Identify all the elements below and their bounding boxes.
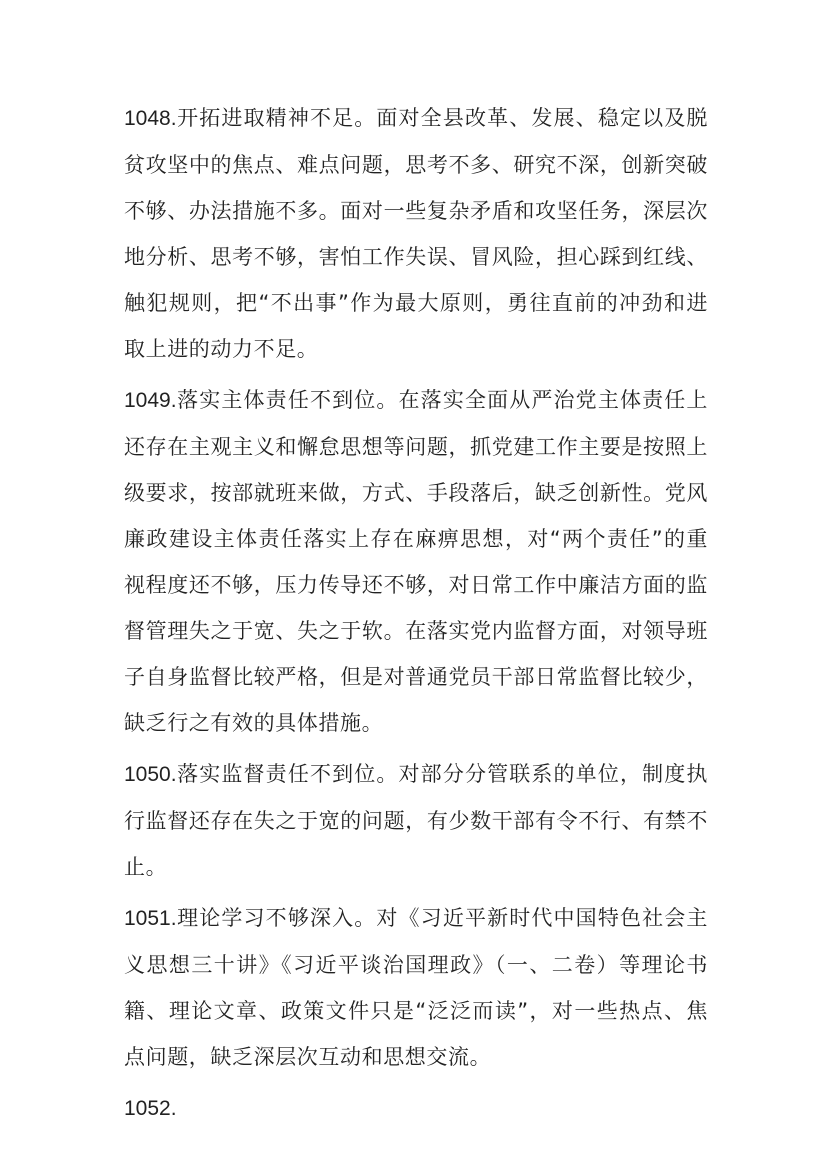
paragraph-1051 bbox=[124, 895, 708, 1080]
paragraph-1048 bbox=[124, 95, 708, 372]
paragraph-1050 bbox=[124, 751, 708, 890]
paragraph-number: 1049. bbox=[124, 389, 177, 412]
paragraph-number: 1048. bbox=[124, 107, 177, 130]
paragraph-1052 bbox=[124, 1085, 708, 1132]
paragraph-text: 开拓进取精神不足。面对全县改革、发展、稳定以及脱贫攻坚中的焦点、难点问题，思考不多、研究不深，创新突破不够、办法措施不多。面对一些复杂矛盾和攻坚任务，深层次地分析、思考不够，害怕工作失误、冒风险，担心踩到红线、触犯规则，把“不出事”作为最大原则，勇往直前的冲劲和进取上进的动力不足。 bbox=[124, 106, 708, 361]
paragraph-number: 1052. bbox=[124, 1097, 177, 1120]
paragraph-text: 落实监督责任不到位。对部分分管联系的单位，制度执行监督还存在失之于宽的问题，有少数干部有令不行、有禁不止。 bbox=[124, 762, 708, 879]
paragraph-number: 1050. bbox=[124, 763, 177, 786]
paragraph-number: 1051. bbox=[124, 907, 177, 930]
paragraph-1049 bbox=[124, 377, 708, 746]
document-body bbox=[124, 95, 708, 1137]
paragraph-text: 落实主体责任不到位。在落实全面从严治党主体责任上还存在主观主义和懈怠思想等问题，抓党建工作主要是按照上级要求，按部就班来做，方式、手段落后，缺乏创新性。党风廉政建设主体责任落实上存在麻痹思想，对“两个责任”的重视程度还不够，压力传导还不够，对日常工作中廉洁方面的监督管理失之于宽、失之于软。在落实党内监督方面，对领导班子自身监督比较严格，但是对普通党员干部日常监督比较少，缺乏行之有效的具体措施。 bbox=[124, 388, 708, 735]
paragraph-text: 理论学习不够深入。对《习近平新时代中国特色社会主义思想三十讲》《习近平谈治国理政》（一、二卷）等理论书籍、理论文章、政策文件只是“泛泛而读”，对一些热点、焦点问题，缺乏深层次互动和思想交流。 bbox=[124, 906, 708, 1069]
